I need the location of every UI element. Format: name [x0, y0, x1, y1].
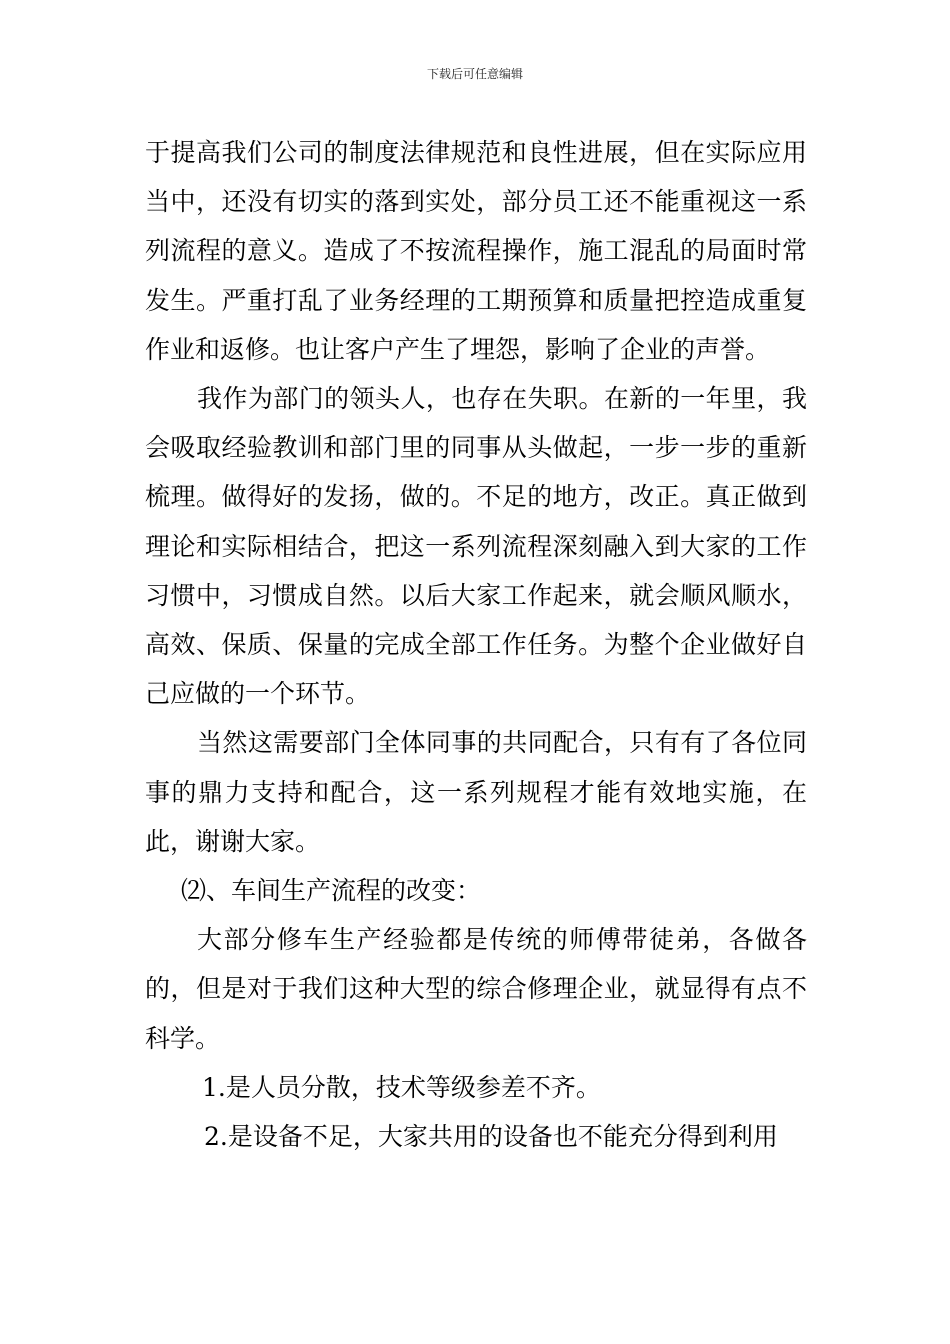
paragraph-traditional-practice: 大部分修车生产经验都是传统的师傅带徒弟，各做各的，但是对于我们这种大型的综合修理企业，就显得有点不科学。: [145, 925, 807, 1053]
list-item-personnel: 1.是人员分散，技术等级参差不齐。: [202, 1072, 601, 1102]
paragraph-continuation: 于提高我们公司的制度法律规范和良性进展，但在实际应用当中，还没有切实的落到实处，部分员工还不能重视这一系列流程的意义。造成了不按流程操作，施工混乱的局面时常发生。严重打乱了业务经理的工期预算和质量把控造成重复作业和返修。也让客户产生了埋怨，影响了企业的声誉。: [145, 138, 807, 364]
document-body: [145, 128, 807, 1161]
page-header: 下载后可任意编辑: [426, 67, 523, 81]
paragraph-thanks: 当然这需要部门全体同事的共同配合，只有有了各位同事的鼎力支持和配合，这一系列规程才能有效地实施，在此，谢谢大家。: [145, 728, 807, 856]
section-heading-workshop-process: ⑵、车间生产流程的改变：: [181, 876, 482, 906]
list-item-equipment: 2.是设备不足，大家共用的设备也不能充分得到利用: [204, 1122, 778, 1152]
paragraph-self-reflection: 我作为部门的领头人，也存在失职。在新的一年里，我会吸取经验教训和部门里的同事从头做起，一步一步的重新梳理。做得好的发扬，做的。不足的地方，改正。真正做到理论和实际相结合，把这一系列流程深刻融入到大家的工作习惯中，习惯成自然。以后大家工作起来，就会顺风顺水，高效、保质、保量的完成全部工作任务。为整个企业做好自己应做的一个环节。: [145, 384, 807, 709]
